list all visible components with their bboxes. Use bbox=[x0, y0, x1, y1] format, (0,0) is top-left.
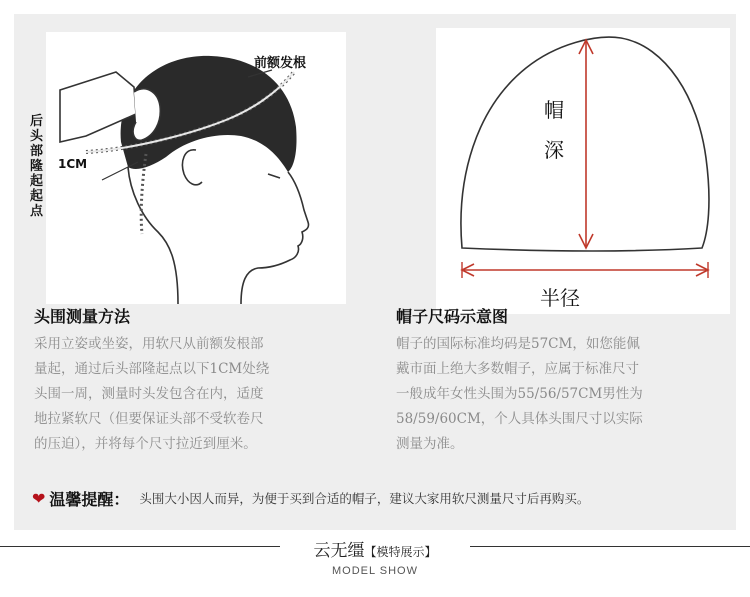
head-measure-illustration bbox=[46, 32, 346, 304]
radius-label: 半径 bbox=[540, 286, 580, 310]
model-show-label: MODEL SHOW bbox=[332, 565, 418, 577]
back-head-label: 后头部隆起起点 bbox=[30, 114, 44, 219]
size-line: 测量为准。 bbox=[396, 436, 464, 452]
tip-text: 头围大小因人而异，为便于买到合适的帽子，建议大家用软尺测量尺寸后再购买。 bbox=[139, 491, 590, 506]
measure-section-text bbox=[34, 332, 374, 457]
heart-icon: ❤ bbox=[32, 488, 46, 508]
tip-row bbox=[32, 486, 722, 510]
size-line: 帽子的国际标准均码是57CM，如您能佩 bbox=[396, 336, 640, 352]
size-guide-panel bbox=[14, 14, 736, 530]
head-drawing bbox=[46, 32, 346, 304]
measure-line: 头围一周，测量时头发包含在内，适度 bbox=[34, 386, 264, 402]
brand-name: 云无缰 bbox=[313, 541, 365, 561]
measure-line: 量起，通过后头部隆起点以下1CM处绕 bbox=[34, 361, 270, 377]
size-line: 戴市面上绝大多数帽子，应属于标准尺寸 bbox=[396, 361, 639, 377]
one-cm-label: 1CM bbox=[58, 157, 88, 171]
size-section-text bbox=[396, 332, 736, 457]
measure-line: 地拉紧软尺（但要保证头部不受软卷尺 bbox=[34, 411, 264, 427]
footer-brand bbox=[282, 536, 468, 592]
footer-divider-right bbox=[470, 546, 750, 547]
measure-line: 采用立姿或坐姿，用软尺从前额发根部 bbox=[34, 336, 264, 352]
measure-line: 的压迫），并将每个尺寸拉近到厘米。 bbox=[34, 436, 257, 452]
hat-outline-drawing bbox=[436, 28, 730, 314]
hat-size-diagram bbox=[436, 28, 730, 314]
size-line: 58/59/60CM，个人具体头围尺寸以实际 bbox=[396, 411, 643, 427]
measure-section-title: 头围测量方法 bbox=[34, 307, 131, 326]
size-line: 一般成年女性头围为55/56/57CM男性为 bbox=[396, 386, 643, 402]
hat-depth-label-2: 深 bbox=[544, 138, 564, 162]
model-display-label: 【模特展示】 bbox=[364, 545, 437, 559]
hat-depth-label-1: 帽 bbox=[544, 98, 564, 122]
footer-divider-left bbox=[0, 546, 280, 547]
size-section-title: 帽子尺码示意图 bbox=[396, 307, 509, 326]
tip-label: 温馨提醒： bbox=[49, 489, 130, 509]
forehead-label: 前额发根 bbox=[254, 56, 307, 71]
